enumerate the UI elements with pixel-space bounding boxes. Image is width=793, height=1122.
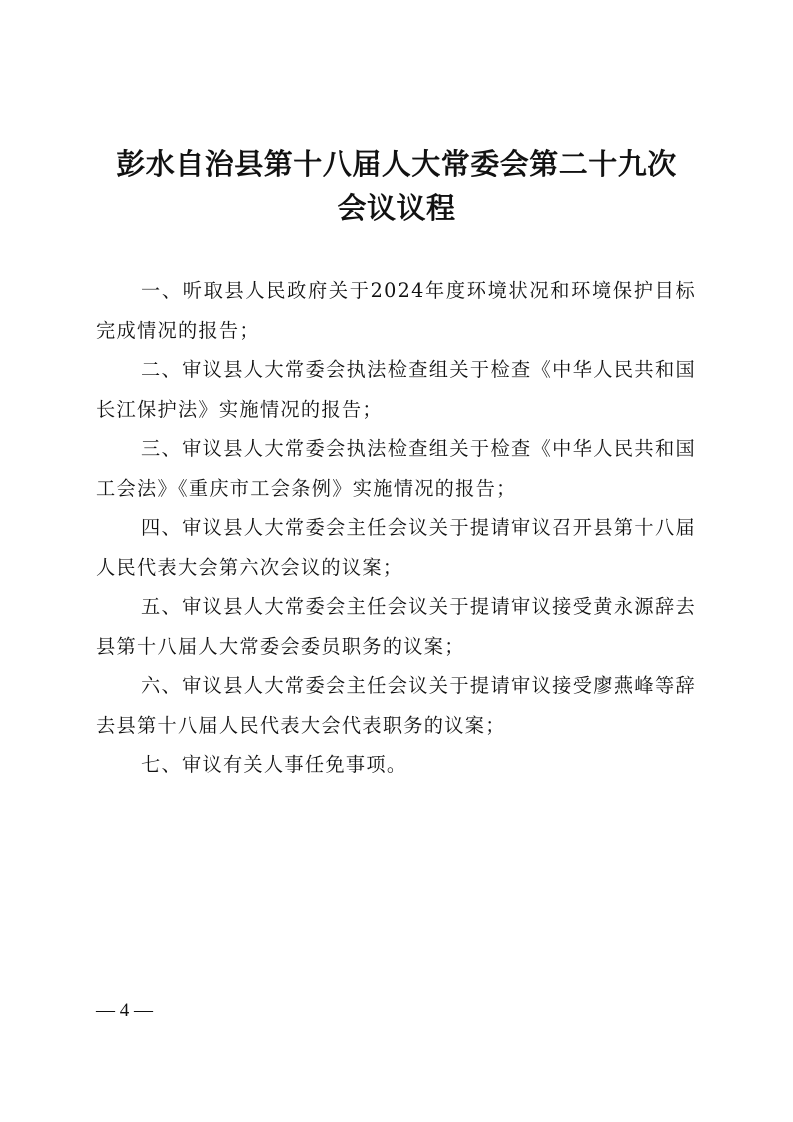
agenda-item-5: 五、审议县人大常委会主任会议关于提请审议接受黄永源辞去县第十八届人大常委会委员职务的议案； bbox=[96, 595, 696, 658]
agenda-item-2: 二、审议县人大常委会执法检查组关于检查《中华人民共和国长江保护法》实施情况的报告； bbox=[96, 358, 696, 421]
document-title-line-2: 会议议程 bbox=[337, 191, 456, 225]
agenda-item-3: 三、审议县人大常委会执法检查组关于检查《中华人民共和国工会法》《重庆市工会条例》实施情况的报告； bbox=[96, 437, 696, 500]
document-title-line-1: 彭水自治县第十八届人大常委会第二十九次 bbox=[116, 147, 677, 181]
agenda-list bbox=[96, 271, 696, 785]
agenda-item-4: 四、审议县人大常委会主任会议关于提请审议召开县第十八届人民代表大会第六次会议的议案； bbox=[96, 516, 696, 579]
agenda-item-6: 六、审议县人大常委会主任会议关于提请审议接受廖燕峰等辞去县第十八届人民代表大会代表职务的议案； bbox=[96, 674, 696, 737]
agenda-item-7: 七、审议有关人事任免事项。 bbox=[141, 753, 408, 776]
page-number: — 4 — bbox=[96, 1000, 153, 1021]
agenda-item-1: 一、听取县人民政府关于2024年度环境状况和环境保护目标完成情况的报告； bbox=[96, 279, 696, 342]
